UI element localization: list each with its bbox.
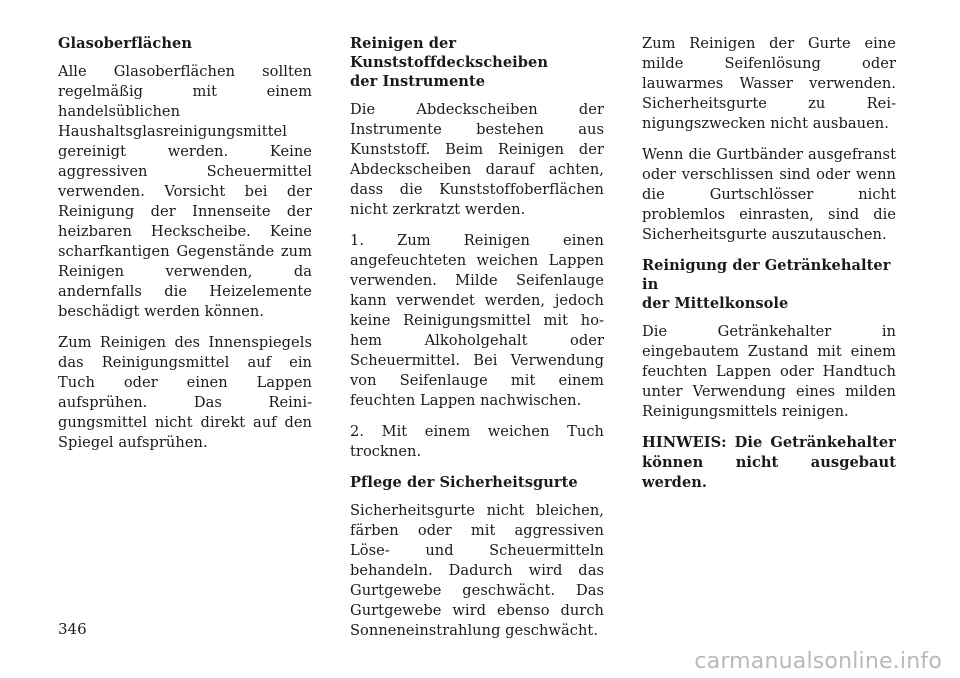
heading-glasoberflaechen: Glasoberflächen xyxy=(58,35,193,52)
heading-line: der Mittelkonsole xyxy=(642,295,789,312)
heading-instrument-covers xyxy=(350,34,604,91)
heading-line: Reinigung der Getränkehalter in xyxy=(642,257,891,293)
heading-line: der Instrumente xyxy=(350,73,486,90)
column-left xyxy=(58,34,312,464)
paragraph-mirror-cleaning: Zum Reinigen des Innenspiegels das Reinigungsmittel auf ein Tuch oder einen Lappen aufsprühen. Das Reinigungsmittel nicht direkt auf den Spiegel aufsprühen. xyxy=(58,334,312,451)
paragraph-seatbelt-care: Sicherheitsgurte nicht bleichen, färben oder mit aggressiven Löse- und Scheuermitteln behandeln. Dadurch wird das Gurtgewebe geschwächt. Das Gurtgewebe wird ebenso durch Sonneneinstrahlung geschwächt. xyxy=(350,502,604,639)
page-number: 346 xyxy=(58,620,87,638)
heading-cupholder-cleaning xyxy=(642,256,896,313)
paragraph-cupholder-cleaning: Die Getränkehalter in eingebautem Zustand mit einem feuchten Lappen oder Handtuch unter Verwendung eines milden Reinigungsmittels reinigen. xyxy=(642,323,896,420)
heading-line: Reinigen der xyxy=(350,35,457,52)
step-2: 2. Mit einem weichen Tuch trocknen. xyxy=(350,423,604,460)
note-hinweis: HINWEIS: Die Getränkehalter können nicht ausgebaut werden. xyxy=(642,434,896,491)
heading-seatbelt-care: Pflege der Sicherheitsgurte xyxy=(350,474,578,491)
step-1: 1. Zum Reinigen einen angefeuchteten weichen Lappen verwenden. Milde Seifenlauge kann verwendet werden, jedoch keine Reinigungsmittel mit hohem Alkoholgehalt oder Scheuermittel. Bei Verwendung von Seifenlauge mit einem feuchten Lappen nachwischen. xyxy=(350,232,604,409)
heading-line: Kunststoffdeckscheiben xyxy=(350,54,549,71)
paragraph-belt-cleaning: Zum Reinigen der Gurte eine milde Seifenlösung oder lauwarmes Wasser verwenden. Sicherheitsgurte zu Reinigungszwecken nicht ausbauen. xyxy=(642,35,896,132)
paragraph-instrument-covers: Die Abdeckscheiben der Instrumente bestehen aus Kunststoff. Beim Reinigen der Abdeckscheiben darauf achten, dass die Kunststoffoberflächen nicht zerkratzt werden. xyxy=(350,101,604,218)
column-right xyxy=(642,34,896,504)
watermark: carmanualsonline.info xyxy=(694,649,942,674)
column-middle xyxy=(350,34,604,652)
paragraph-belt-replacement: Wenn die Gurtbänder ausgefranst oder verschlissen sind oder wenn die Gurtschlösser nicht problemlos einrasten, sind die Sicherheitsgurte auszutauschen. xyxy=(642,146,896,243)
paragraph-glass-cleaning: Alle Glasoberflächen sollten regelmäßig mit einem handelsüblichen Haushaltsglasreinigungsmittel gereinigt werden. Keine aggressiven Scheuermittel verwenden. Vorsicht bei der Reinigung der Innenseite der heizbaren Heckscheibe. Keine scharfkantigen Gegenstände zum Reinigen verwenden, da andernfalls die Heizelemente beschädigt werden können. xyxy=(58,63,312,320)
